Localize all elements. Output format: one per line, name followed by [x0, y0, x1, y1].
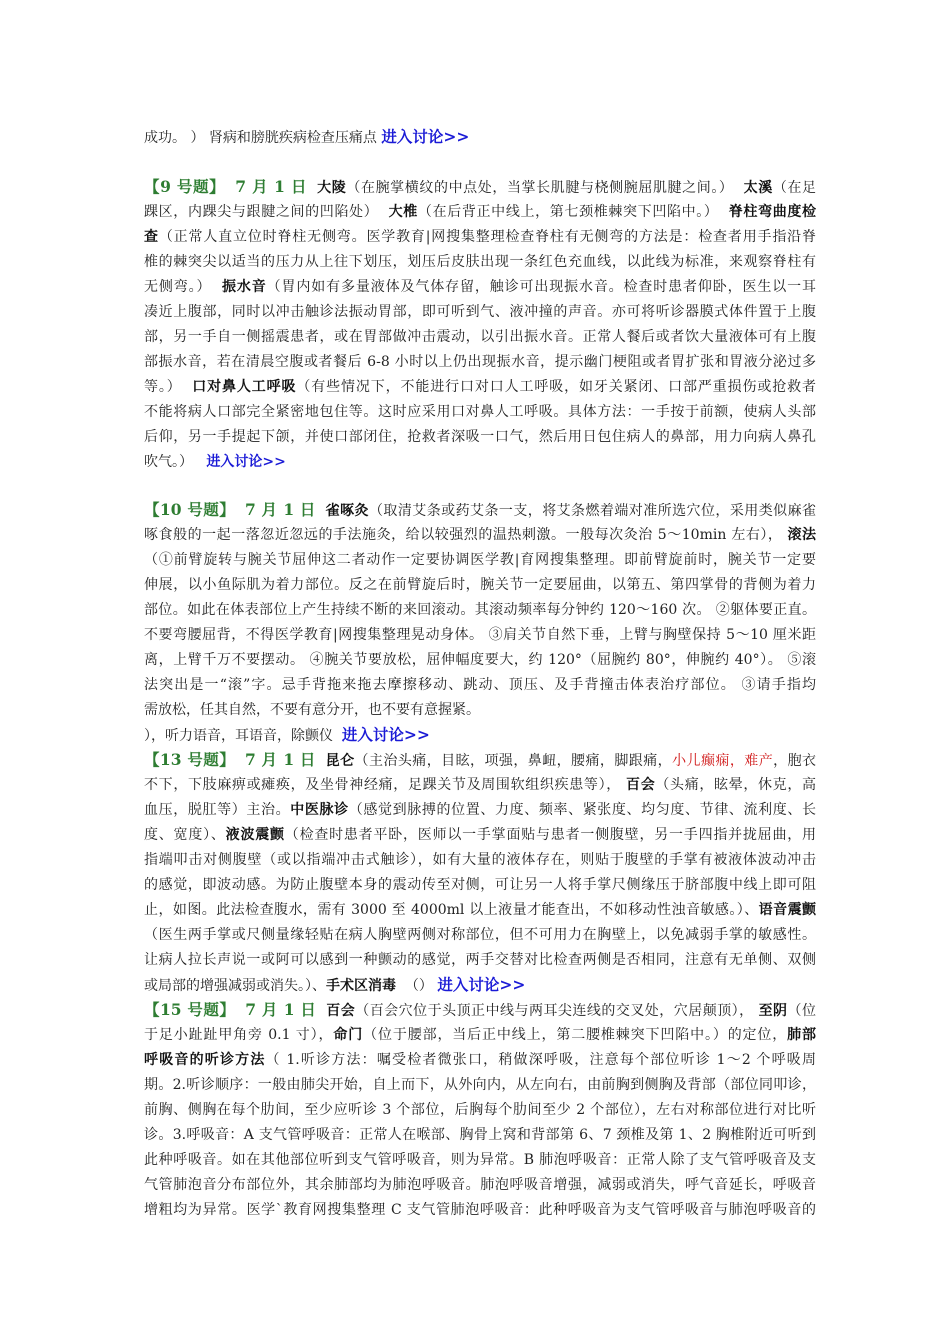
- q15-line-9: 增粗均为异常。医学`教育网搜集整理 C 支气管肺泡呼吸音：此种呼吸音为支气管呼吸音与肺泡呼吸音的: [144, 1202, 816, 1218]
- q9-line-3: [144, 228, 816, 246]
- text: 无侧弯。）: [144, 279, 212, 295]
- term-kunlun: 昆仑: [325, 753, 355, 769]
- q10-line-4: 伸展，以小鱼际肌为着力部位。反之在前臂旋后时，腕关节一定要屈曲，以第五、第四掌骨的背侧为着力: [144, 577, 816, 593]
- q9-line-2: [144, 203, 816, 221]
- term-lung: 肺部: [787, 1027, 816, 1043]
- q15-label: 【15 号题】: [144, 1001, 236, 1019]
- q13-date: 7 月 1 日: [244, 751, 316, 769]
- term-spine-end: 查: [144, 229, 159, 245]
- q9-line-9: [144, 378, 816, 396]
- q13-line-5: 指端叩击对侧腹壁（或以指端冲击式触诊），如有大量的液体存在，则贴于腹壁的手掌有被液体波动冲击: [144, 852, 816, 868]
- text: 或局部的增强减弱或消失。）、: [144, 978, 326, 994]
- q13-line-2: [144, 776, 816, 794]
- text: （位于腰部，当后正中线上，第二腰椎棘突下凹陷中。）的定位，: [363, 1027, 788, 1043]
- text: （正常人直立位时脊柱无侧弯。医学教育|网搜集整理检查脊柱有无侧弯的方法是：检查者用手指沿脊: [158, 229, 816, 245]
- discuss-link-top[interactable]: 进入讨论>>: [381, 128, 470, 146]
- q9-line-7: 部，另一手自一侧摇震患者，或在胃部做冲击震动，以引出振水音。正常人餐后或者饮大量液体可有上腹: [144, 329, 816, 345]
- q15-line-7: 此种呼吸音。如在其他部位听到支气管呼吸音，则为异常。B 肺泡呼吸音：正常人除了支气管呼吸音及支: [144, 1152, 816, 1168]
- text: （取清艾条或药艾条一支，将艾条燃着端对准所选穴位，采用类似麻雀: [368, 503, 816, 519]
- term-gunfa: 滚法: [787, 527, 816, 543]
- intro-text: 成功。 ） 肾病和膀胱疾病检查压痛点: [144, 130, 377, 146]
- text: ，胞衣: [773, 753, 816, 769]
- text: （在后背正中线上，第七颈椎棘突下凹陷中。）: [417, 204, 719, 220]
- term-zhenshuiyin: 振水音: [222, 279, 267, 295]
- term-mingmen: 命门: [333, 1027, 364, 1043]
- q9-line-12: [144, 453, 816, 471]
- q10-line-6: 不要弯腰屈背，不得医学教育|网搜集整理晃动身体。 ③肩关节自然下垂，上臂与胸壁保持 5～10 厘米距: [144, 627, 816, 643]
- q10-line-8: 法突出是一“滚”字。忌手背拖来拖去摩擦移动、跳动、顶压、及手背撞击体表治疗部位。 ③请手指均: [144, 677, 816, 693]
- q9-line-11: 后仰，另一手提起下颌，并使口部闭住，抢救者深吸一口气，然后用日包住病人的鼻部，用力向病人鼻孔: [144, 429, 816, 445]
- q15-line-4: 期。2.听诊顺序：一般由肺尖开始，自上而下，从外向内，从左向右，由前胸到侧胸及背部（部位同叩诊，: [144, 1077, 816, 1093]
- text: （百会穴位于头顶正中线与两耳尖连线的交叉处，穴居颠顶），: [355, 1003, 754, 1019]
- q10-line-10: [144, 726, 816, 745]
- text: （在足: [772, 180, 816, 196]
- text: （ 1.听诊方法：嘱受检者微张口，稍做深呼吸，注意每个部位听诊 1～2 个呼吸周: [265, 1052, 816, 1068]
- q9-line-10: 不能将病人口部完全紧密地包住等。这时应采用口对鼻人工呼吸。具体方法：一手按于前额，使病人头部: [144, 404, 816, 420]
- q15-line-5: 前胸、侧胸在每个肋间，至少应听诊 3 个部位，后胸每个肋间至少 2 个部位），左右对称部位进行对比听: [144, 1102, 816, 1118]
- q13-line-9: 让病人拉长声说一或阿可以感到一种颤动的感觉，两手交替对比检查两侧是否相同，注意有无单侧、双侧: [144, 952, 816, 968]
- q9-line-5: [144, 278, 816, 296]
- q10-line-9: 需放松，任其自然，不要有意分开，也不要有意握紧。: [144, 702, 480, 718]
- discuss-link-q13[interactable]: 进入讨论>>: [437, 976, 526, 994]
- discuss-link-q9[interactable]: 进入讨论>>: [206, 454, 286, 470]
- text: 止，如图。此法检查腹水，需有 3000 至 4000ml 以上液量才能查出，不如移动性浊音敏感。）、: [144, 902, 759, 918]
- q10-date: 7 月 1 日: [244, 501, 316, 519]
- term-baihui: 百会: [626, 777, 656, 793]
- q10-line-3: （①前臂旋转与腕关节屈伸这二者动作一定要协调医学教|育网搜集整理。即前臂旋前时，腕关节一定要: [144, 552, 816, 568]
- text: （位: [787, 1003, 816, 1019]
- q15-date: 7 月 1 日: [245, 1001, 317, 1019]
- term-yebozhenchan: 液波震颤: [225, 827, 285, 843]
- text: 血压，脱肛等）主治。: [144, 802, 291, 818]
- q10-line-2: [144, 526, 816, 544]
- term-maizhen: 中医脉诊: [290, 802, 349, 818]
- q9-label: 【9 号题】: [144, 178, 226, 196]
- term-dazhui: 大椎: [388, 204, 418, 220]
- text: （检查时患者平卧，医师以一手掌面贴与患者一侧腹壁，另一手四指并拢屈曲，用: [284, 827, 816, 843]
- q9-line-8: 部振水音，若在清晨空腹或者餐后 6-8 小时以上仍出现振水音，提示幽门梗阻或者胃扩张和胃液分泌过多: [144, 354, 816, 370]
- text: ），听力语音，耳语音，除颤仪: [144, 728, 333, 744]
- term-mouth-nose: 口对鼻人工呼吸: [192, 379, 297, 395]
- text: 啄食般的一起一落忽近忽远的手法施灸，给以较强烈的温热刺激。一般每次灸治 5～10min 左右），: [144, 527, 783, 543]
- term-spine: 脊柱弯曲度检: [728, 204, 816, 220]
- q9-line-4: 椎的棘突尖以适当的压力从上往下划压，划压后皮肤出现一条红色充血线，以此线为标准，来观察脊柱有: [144, 254, 816, 270]
- highlight-red: 小儿癫痫，难产: [672, 753, 774, 769]
- text: 度、宽度）、: [144, 827, 226, 843]
- q9-line-1: [144, 178, 816, 197]
- q13-line-10: [144, 976, 816, 995]
- discuss-link-q10[interactable]: 进入讨论>>: [341, 726, 430, 744]
- q15-line-8: 气管肺泡音分布部位外，其余肺部均为肺泡呼吸音。肺泡呼吸音增强，减弱或消失，呼气音延长，呼吸音: [144, 1177, 816, 1193]
- q15-line-1: [144, 1001, 816, 1020]
- q13-line-6: 的感觉，即波动感。为防止腹壁本身的震动传至对侧，可让另一人将手掌尺侧缘压于脐部腹中线上即可阻: [144, 877, 816, 893]
- q13-line-3: [144, 801, 816, 819]
- text: （）: [404, 978, 433, 994]
- q13-line-1: [144, 751, 816, 770]
- text: （主治头痛，目眩，项强，鼻衄，腰痛，脚跟痛，: [354, 753, 673, 769]
- term-lung-method: 呼吸音的听诊方法: [144, 1052, 266, 1068]
- text: 吹气。）: [144, 454, 193, 470]
- q9-date: 7 月 1 日: [235, 178, 308, 196]
- q13-line-8: （医生两手掌或尺侧量缘轻贴在病人胸壁两侧对称部位，但不可用力在胸壁上，以免减弱手掌的敏感性。: [144, 927, 816, 943]
- term-daling: 大陵: [317, 180, 347, 196]
- term-quezhuojiu: 雀啄灸: [325, 503, 369, 519]
- q15-line-3: [144, 1051, 816, 1069]
- text: （在腕掌横纹的中点处，当掌长肌腱与桡侧腕屈肌腱之间。）: [346, 180, 734, 196]
- q15-line-6: 诊。3.呼吸音：A 支气管呼吸音：正常人在喉部、胸骨上窝和背部第 6、7 颈椎及第 1、2 胸椎附近可听到: [144, 1127, 816, 1143]
- text: （感觉到脉搏的位置、力度、频率、紧张度、均匀度、节律、流利度、长: [348, 802, 816, 818]
- q10-line-7: 离，上臂千万不要摆动。 ④腕关节要放松，屈伸幅度要大，约 120°（屈腕约 80°，伸腕约 40°）。 ⑤滚: [144, 652, 816, 668]
- q13-line-4: [144, 826, 816, 844]
- text: （胃内如有多量液体及气体存留，触诊可出现振水音。检查时患者仰卧，医生以一耳: [266, 279, 816, 295]
- q13-label: 【13 号题】: [144, 751, 236, 769]
- text: （头痛，眩晕，休克，高: [655, 777, 816, 793]
- text: 等。）: [144, 379, 182, 395]
- intro-line: [144, 128, 816, 147]
- text: （有些情况下，不能进行口对口人工呼吸，如牙关紧闭、口部严重损伤或抢救者: [296, 379, 816, 395]
- text: 不下，下肢麻痹或瘫痪，及坐骨神经痛，足踝关节及周围软组织疾患等），: [144, 777, 621, 793]
- q13-line-7: [144, 901, 816, 919]
- q10-label: 【10 号题】: [144, 501, 236, 519]
- term-taixi: 太溪: [743, 180, 773, 196]
- text: 踝区，内踝尖与跟腱之间的凹陷处）: [144, 204, 379, 220]
- q10-line-5: 部位。如此在体表部位上产生持续不断的来回滚动。其滚动频率每分钟约 120～160 次。 ②躯体要正直。: [144, 602, 816, 618]
- text: 于足小趾趾甲角旁 0.1 寸），: [144, 1027, 334, 1043]
- q15-line-2: [144, 1026, 816, 1044]
- q9-line-6: 凑近上腹部，同时以冲击触诊法振动胃部，即可听到气、液冲撞的声音。亦可将听诊器膜式体件置于上腹: [144, 304, 816, 320]
- q10-line-1: [144, 501, 816, 520]
- term-xiaodu: 手术区消毒: [326, 978, 396, 994]
- term-baihui-2: 百会: [326, 1003, 356, 1019]
- term-yuyinzhenchan: 语音震颤: [758, 902, 816, 918]
- term-zhiyin: 至阴: [758, 1003, 788, 1019]
